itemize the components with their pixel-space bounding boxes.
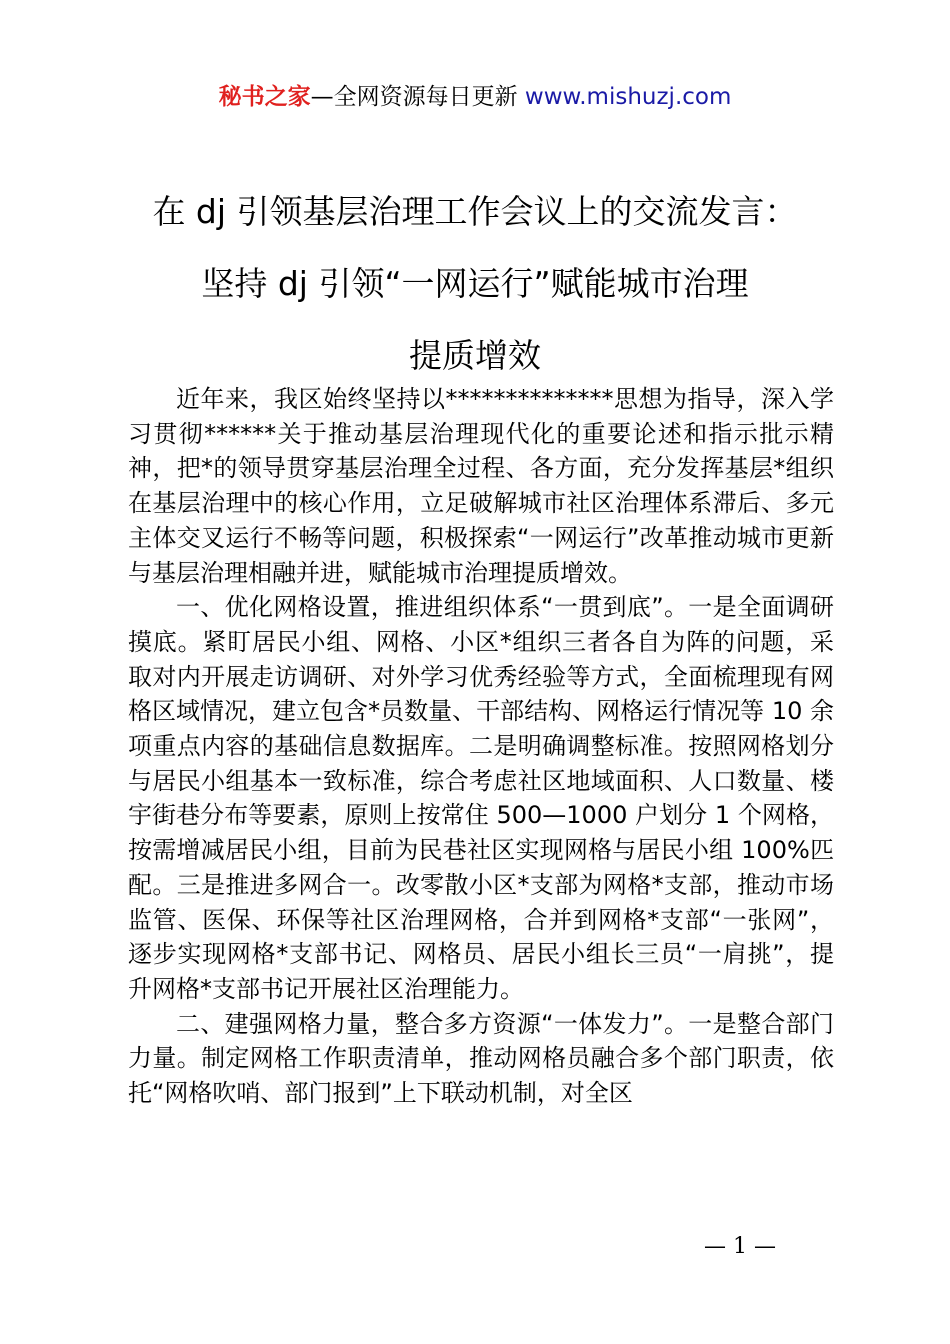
paragraph-section-2: 二、建强网格力量，整合多方资源“一体发力”。一是整合部门力量。制定网格工作职责清单，推动网格员融合多个部门职责，依托“网格吹哨、部门报到”上下联动机制，对全区 [128, 1009, 834, 1108]
site-url-link[interactable]: www.mishuzj.com [524, 84, 732, 110]
paragraph-section-1: 一、优化网格设置，推进组织体系“一贯到底”。一是全面调研摸底。紧盯居民小组、网格、小区*组织三者各自为阵的问题，采取对内开展走访调研、对外学习优秀经验等方式，全面梳理现有网格区域情况，建立包含*员数量、干部结构、网格运行情况等 10 余项重点内容的基础信息数据库。二是明确调整标准。按照网格划分与居民小组基本一致标准，综合考虑社区地域面积、人口数量、楼宇街巷分布等要素，原则上按常住 500—1000 户划分 1 个网格，按需增减居民小组，目前为民巷社区实现网格与居民小组 100%匹配。三是推进多网合一。改零散小区*支部为网格*支部，推动市场监管、医保、环保等社区治理网格，合并到网格*支部“一张网”，逐步实现网格*支部书记、网格员、居民小组长三员“一肩挑”，提升网格*支部书记开展社区治理能力。 [128, 593, 834, 1003]
document-title [0, 184, 950, 400]
title-line-3: 提质增效 [409, 336, 541, 375]
page-number: — 1 — [704, 1234, 776, 1259]
site-banner [0, 80, 950, 114]
document-body [128, 382, 834, 1111]
site-brand: 秘书之家 [218, 84, 311, 110]
title-line-1: 在 dj 引领基层治理工作会议上的交流发言： [152, 192, 798, 231]
site-tagline: —全网资源每日更新 [310, 84, 525, 110]
paragraph-intro: 近年来，我区始终坚持以**************思想为指导，深入学习贯彻******关于推动基层治理现代化的重要论述和指示批示精神，把*的领导贯穿基层治理全过程、各方面，充分发挥基层*组织在基层治理中的核心作用，立足破解城市社区治理体系滞后、多元主体交叉运行不畅等问题，积极探索“一网运行”改革推动城市更新与基层治理相融并进，赋能城市治理提质增效。 [128, 385, 834, 587]
title-line-2: 坚持 dj 引领“一网运行”赋能城市治理 [201, 264, 749, 303]
